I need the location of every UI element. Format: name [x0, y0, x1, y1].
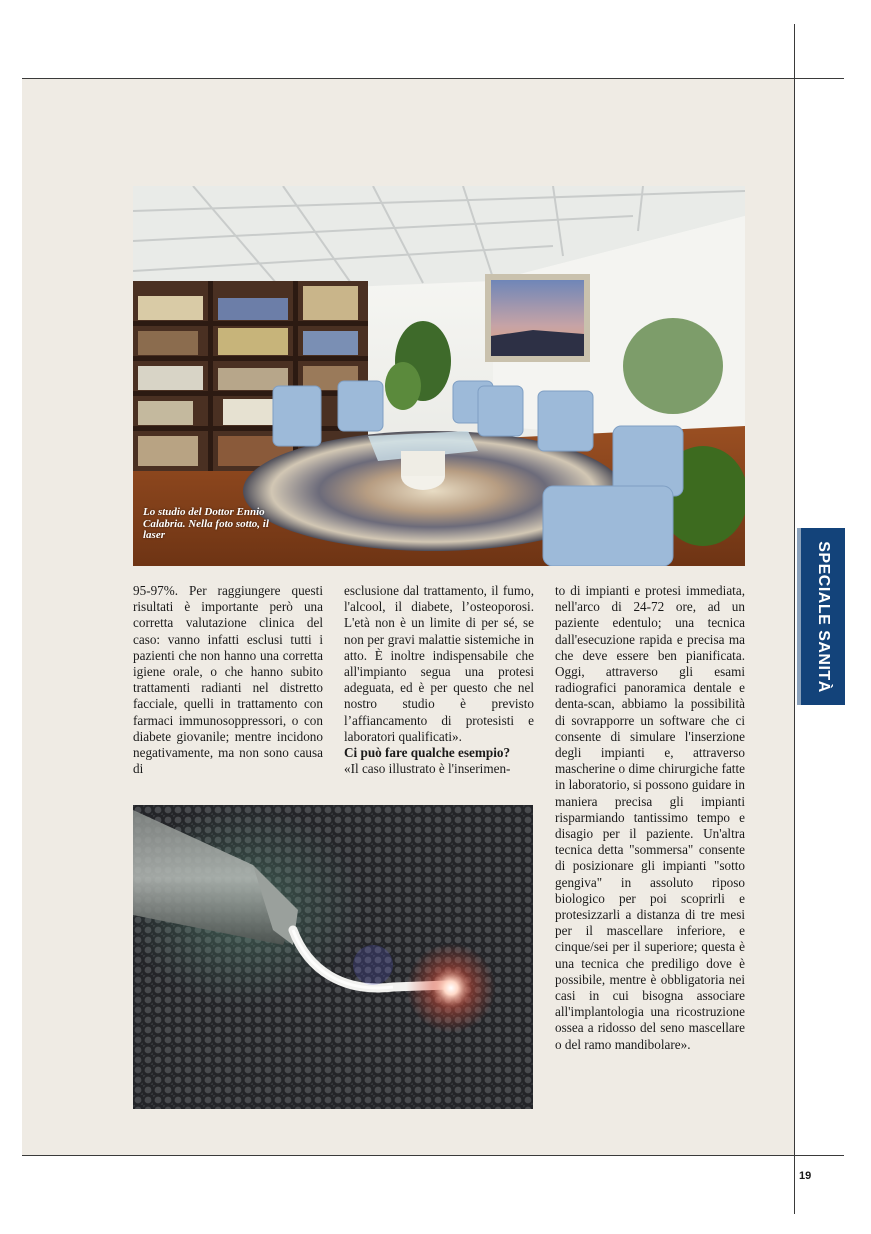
column-3-text: to di impianti e protesi immediata, nell'arco di 24-72 ore, ad un paziente edentulo; una tecnica dall'esecuzione rapida e precisa ma che deve essere ben pianificata. Oggi, attraverso gli esami radiografici panoramica dentale e denta-scan, abbiamo la possibilità di sovrapporre un software che ci consente di simulare l'inserzione degli impianti e, attraverso mascherine o dime chirurgiche fatte in laboratorio, si possono guidare in maniera precisa gli impianti risparmiando tantissimo tempo e disagio per il paziente. Un'altra tecnica detta "sommersa" consente di posizionare gli impianti "sotto gengiva" in assoluto riposo biologico per poi scoprirli e protesizzarli a distanza di tre mesi per il mascellare inferiore, e cinque/sei per il superiore; questa è una tecnica che prediligo dove è possibile, mentre è obbligatoria nei casi in cui bisogna associare all'implantologia una ricostruzione ossea a ridosso del seno mascellare o del ramo mandibolare».	[555, 583, 745, 1052]
article-column-3	[555, 583, 745, 1053]
interview-question: Ci può fare qualche esempio?	[344, 745, 511, 761]
photo-caption: Lo studio del Dottor Ennio Calabria. Nella foto sotto, il laser	[143, 506, 269, 541]
column-1-text: 95-97%. Per raggiungere questi risultati è importante però una corretta valutazione clinica del caso: vanno infatti esclusi tutti i pazienti che non hanno una corretta igiene orale, o che hanno subito trattamenti radianti nel distretto facciale, quelli in trattamento con farmaci immunosoppressori, o con diabete giovanile; mentre incidono negativamente, ma non sono causa di	[133, 583, 323, 777]
bottom-rule	[22, 1155, 844, 1156]
page-number: 19	[799, 1170, 812, 1182]
top-rule	[22, 78, 844, 79]
column-2-paragraph: esclusione dal trattamento, il fumo, l'alcool, il diabete, l’osteoporosi. L'età non è un limite di per sé, se non per gravi malattie sistemiche in atto. È inoltre indispensabile che all'impianto segua una protesi adeguata, ed è per questo che nel nostro studio è previsto l’affiancamento di protesisti e laboratori qualificati».	[344, 583, 534, 744]
section-tab-label: SPECIALE SANITÀ	[815, 540, 832, 693]
section-tab	[797, 528, 845, 705]
article-column-1	[133, 583, 323, 777]
article-column-2	[344, 583, 534, 777]
laser-photo	[133, 805, 533, 1109]
column-2-answer-start: «Il caso illustrato è l'inserimen-	[344, 761, 511, 777]
margin-rule	[794, 24, 795, 1214]
